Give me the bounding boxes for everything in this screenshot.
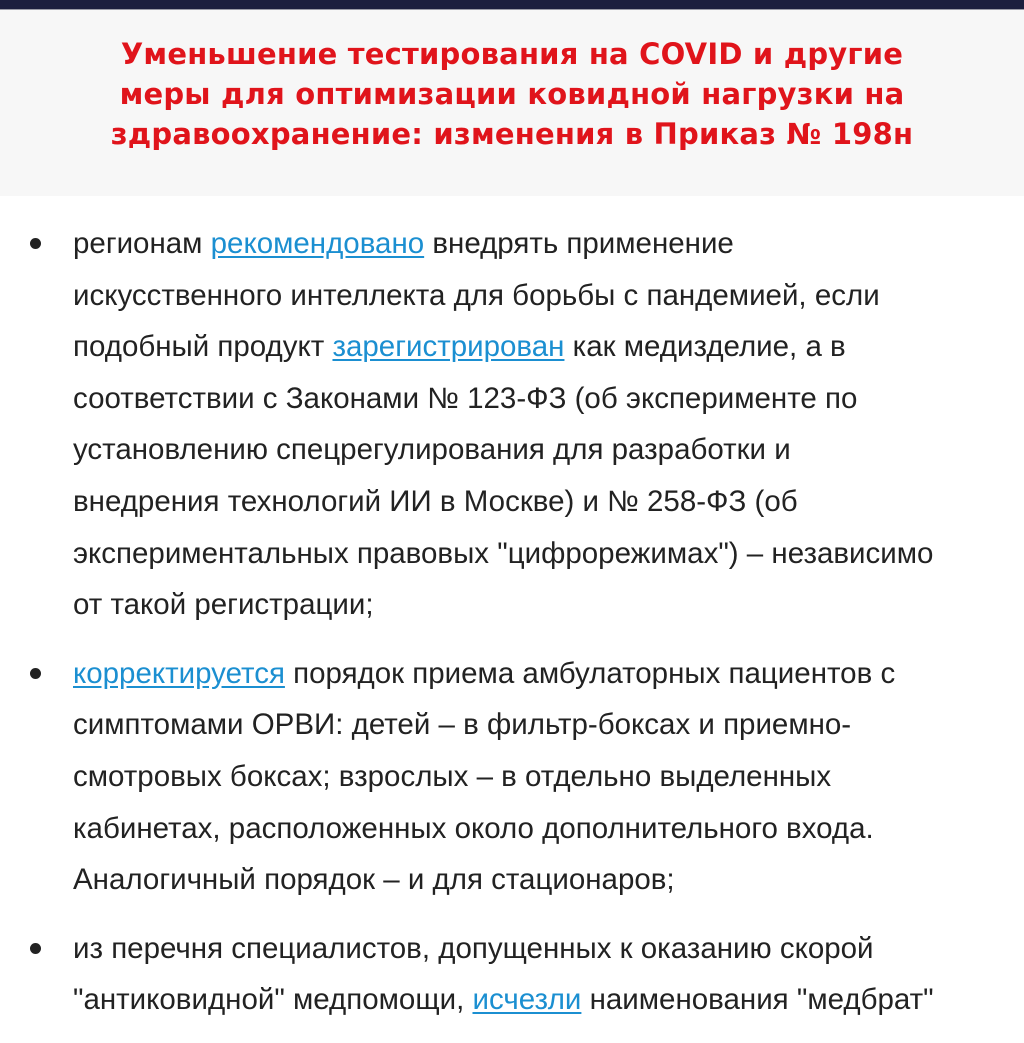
text-line: смотровых боксах; взрослых – в отдельно выделенных [73, 759, 832, 793]
text: "антиковидной" медпомощи, [73, 983, 473, 1017]
link-korrektiruetsya[interactable]: корректируется [73, 656, 285, 690]
link-zaregistrirovan[interactable]: зарегистрирован [332, 330, 565, 364]
bullet-list [0, 218, 1024, 1026]
text-line: из перечня специалистов, допущенных к оказанию скорой [73, 931, 874, 965]
text-line: кабинетах, расположенных около дополнительного входа. [73, 811, 874, 845]
text: порядок приема амбулаторных пациентов с [284, 656, 896, 690]
list-item [0, 218, 1024, 631]
article-body [0, 218, 1024, 1043]
page-title [0, 34, 1024, 154]
text-line [73, 974, 1020, 1026]
text: наименования "медбрат" [581, 983, 934, 1017]
text-line: Аналогичный порядок – и для стационаров; [73, 863, 675, 897]
link-rekomendovano[interactable]: рекомендовано [210, 227, 425, 260]
top-bar [0, 0, 1024, 10]
text-line: установлению спецрегулирования для разработки и [73, 433, 791, 467]
text-line [73, 218, 1020, 270]
text-line: соответствии с Законами № 123-ФЗ (об эксперименте по [73, 381, 858, 415]
title-line: меры для оптимизации ковидной нагрузки на [119, 77, 905, 111]
text-line: внедрения технологий ИИ в Москве) и № 258-ФЗ (об [73, 484, 798, 518]
link-ischezli[interactable]: исчезли [472, 983, 582, 1017]
text-line: от такой регистрации; [73, 588, 374, 622]
text: внедрять применение [424, 227, 734, 260]
text-line [73, 321, 1020, 373]
bullet-icon [30, 668, 41, 679]
text: регионам [73, 227, 211, 260]
text-line: симптомами ОРВИ: детей – в фильтр-боксах и приемно- [73, 708, 852, 742]
title-line: Уменьшение тестирования на COVID и другие [120, 37, 904, 71]
text-line: искусственного интеллекта для борьбы с пандемией, если [73, 278, 880, 312]
bullet-icon [30, 238, 41, 249]
list-item [0, 923, 1024, 1026]
text-line: экспериментальных правовых "цифрорежимах") – независимо [73, 536, 934, 570]
text: подобный продукт [73, 330, 333, 364]
bullet-icon [30, 943, 41, 954]
text: как медизделие, а в [564, 330, 846, 364]
list-item [0, 648, 1024, 906]
text-line [73, 648, 1020, 700]
title-line: здравоохранение: изменения в Приказ № 198н [110, 117, 914, 151]
